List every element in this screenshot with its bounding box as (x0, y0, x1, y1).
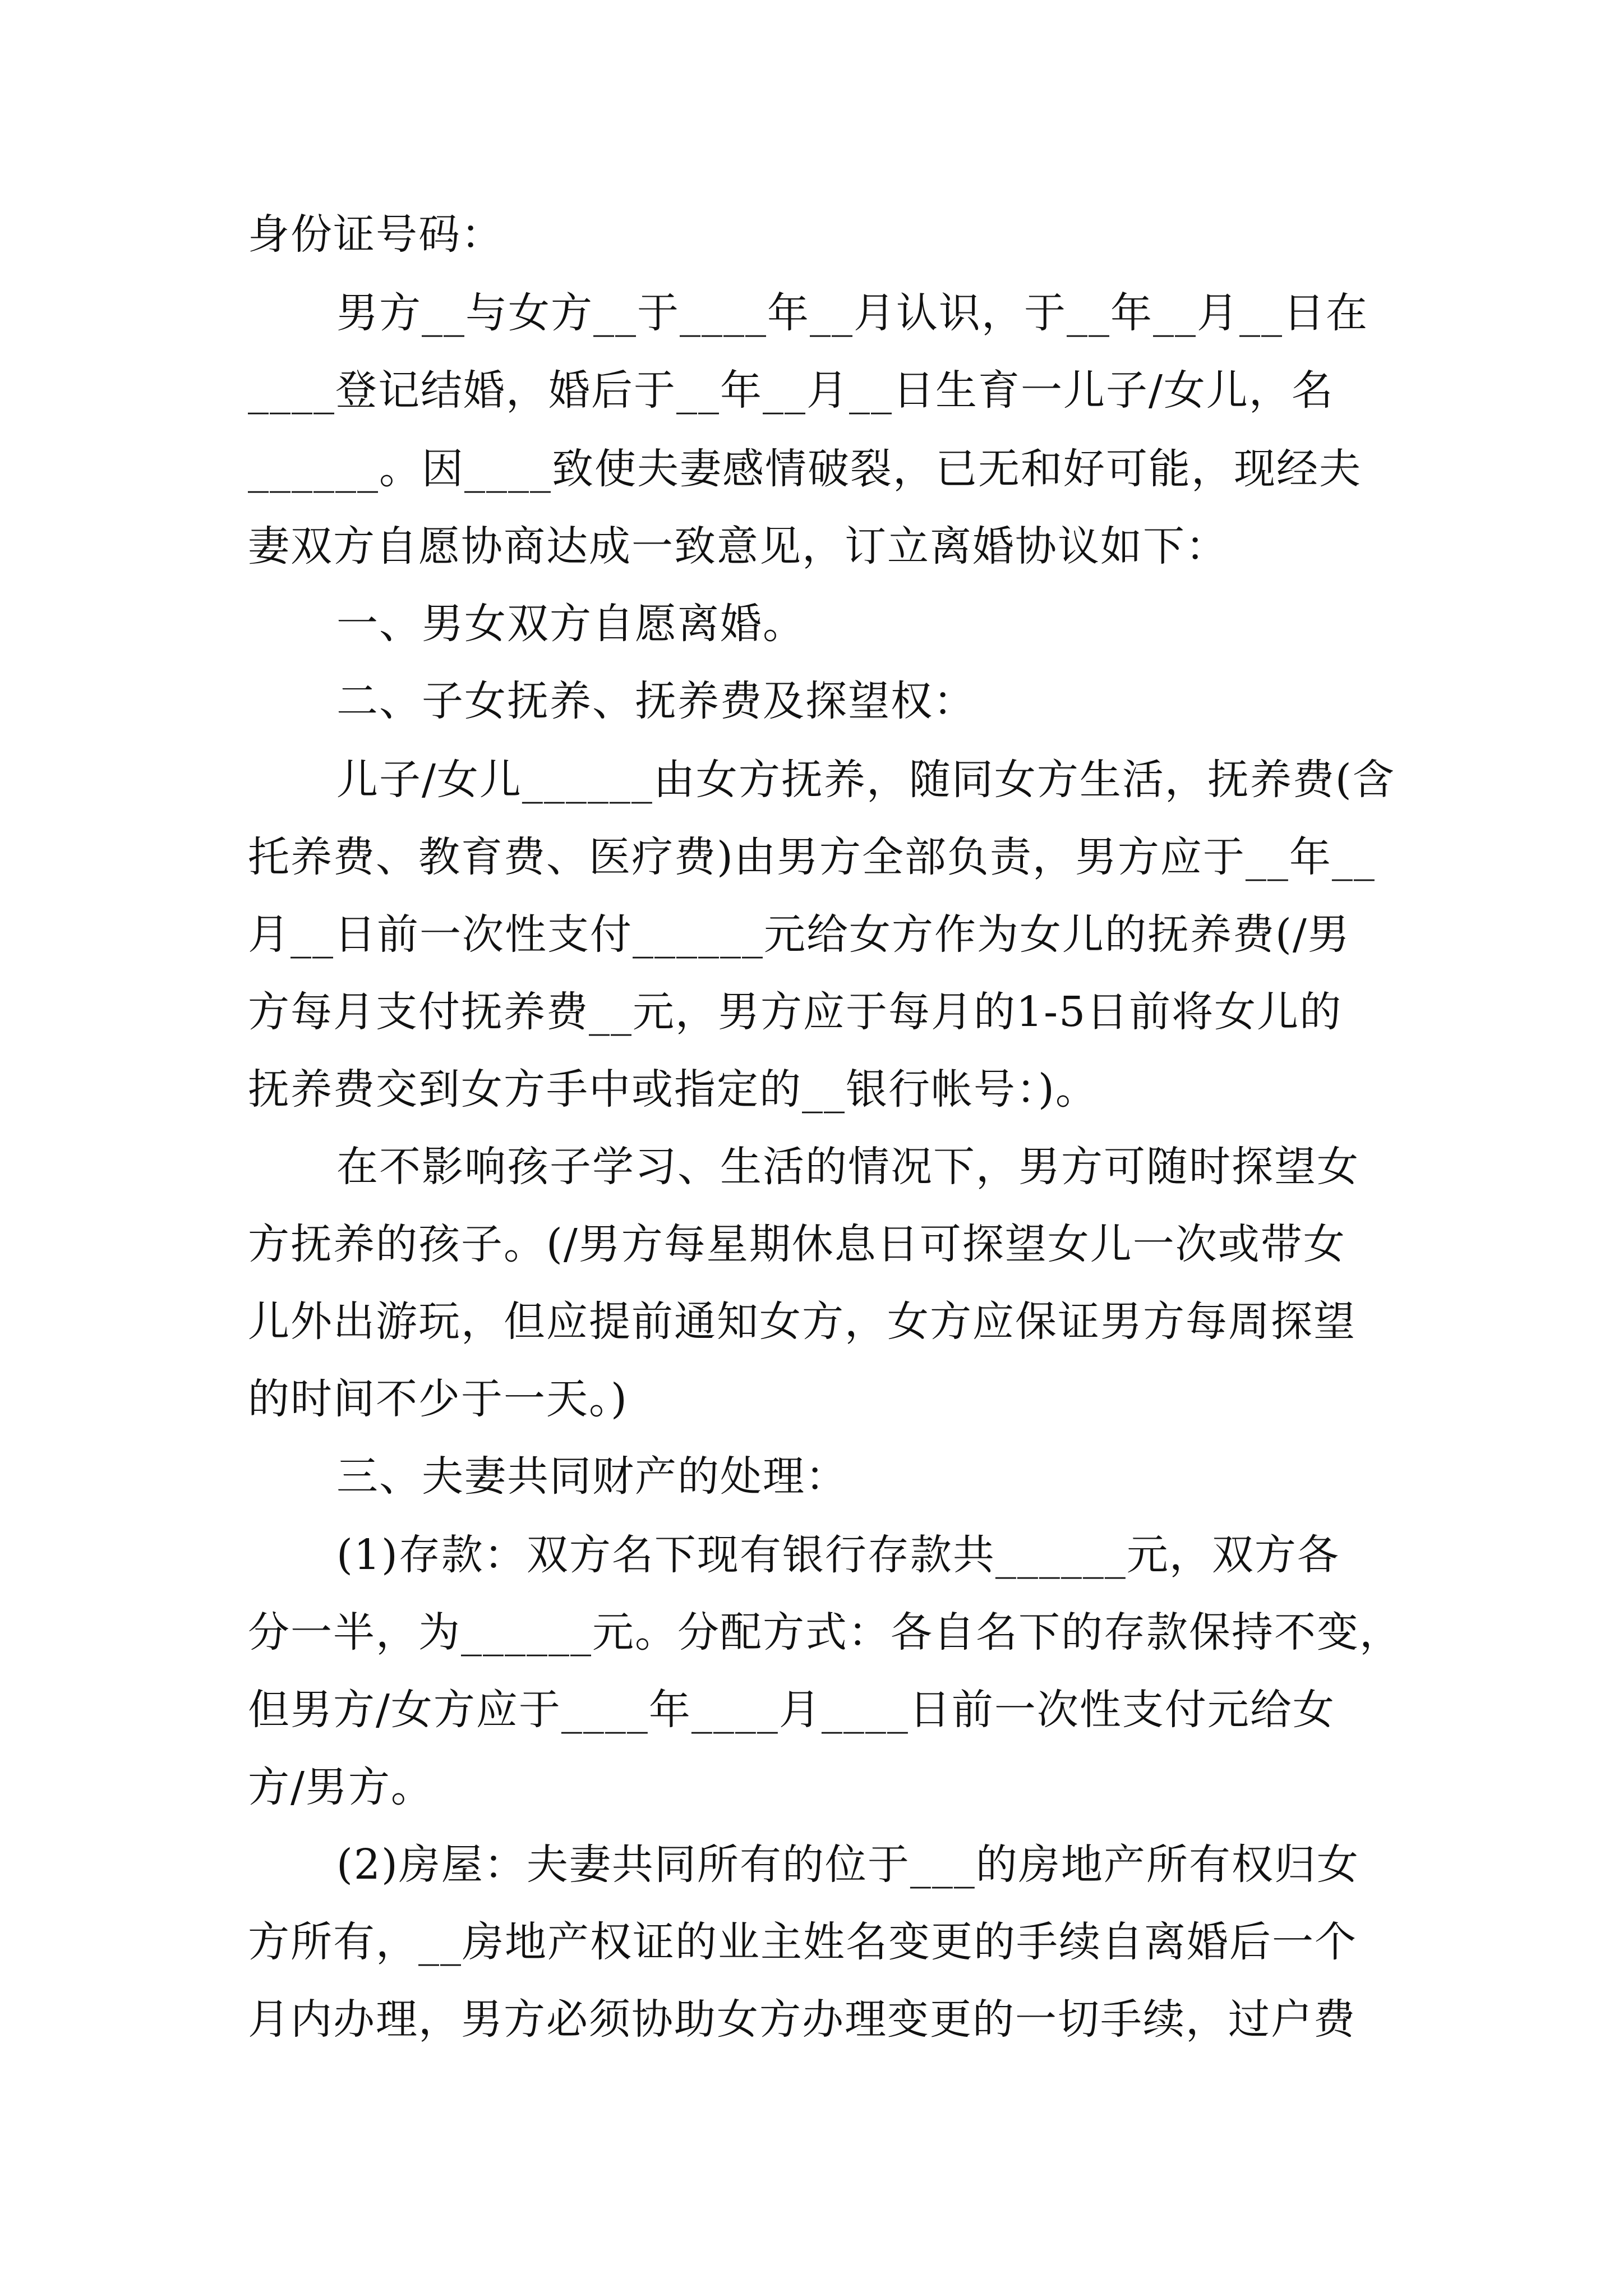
text-line: 托养费、教育费、医疗费)由男方全部负责，男方应于__年__ (248, 833, 1376, 881)
section-heading-1: 一、男女双方自愿离婚。 (336, 600, 805, 648)
text-line: 月__日前一次性支付______元给女方作为女儿的抚养费(/男 (248, 910, 1350, 959)
text-line: 方抚养的孩子。(/男方每星期休息日可探望女儿一次或带女 (248, 1220, 1346, 1268)
text-line: 的时间不少于一天。) (248, 1375, 628, 1423)
text-line: 但男方/女方应于____年____月____日前一次性支付元给女 (248, 1686, 1335, 1734)
text-line: (1)存款：双方名下现有银行存款共______元，双方各 (336, 1531, 1340, 1579)
text-line: 抚养费交到女方手中或指定的__银行帐号：)。 (248, 1065, 1098, 1114)
text-line: 妻双方自愿协商达成一致意见，订立离婚协议如下： (248, 522, 1228, 570)
text-line: 男方__与女方__于____年__月认识，于__年__月__日在 (336, 289, 1368, 337)
text-line: 在不影响孩子学习、生活的情况下，男方可随时探望女 (336, 1143, 1359, 1191)
text-line-id-number: 身份证号码： (248, 210, 504, 259)
text-line: 月内办理，男方必须协助女方办理变更的一切手续，过户费 (248, 1995, 1356, 2044)
text-line: 分一半，为______元。分配方式：各自名下的存款保持不变， (248, 1608, 1402, 1657)
text-line: 儿子/女儿______由女方抚养，随同女方生活，抚养费(含 (336, 756, 1395, 804)
text-line: ____登记结婚，婚后于__年__月__日生育一儿子/女儿，名 (248, 366, 1334, 415)
text-line: 方/男方。 (248, 1763, 434, 1811)
text-line: (2)房屋：夫妻共同所有的位于___的房地产所有权归女 (336, 1841, 1359, 1889)
text-line: 儿外出游玩，但应提前通知女方，女方应保证男方每周探望 (248, 1297, 1356, 1346)
section-heading-3: 三、夫妻共同财产的处理： (336, 1452, 848, 1501)
section-heading-2: 二、子女抚养、抚养费及探望权： (336, 677, 976, 725)
text-line: 方每月支付抚养费__元，男方应于每月的1-5日前将女儿的 (248, 988, 1343, 1036)
text-line: 方所有，__房地产权证的业主姓名变更的手续自离婚后一个 (248, 1918, 1357, 1966)
text-line: ______。因____致使夫妻感情破裂，已无和好可能，现经夫 (248, 445, 1362, 493)
